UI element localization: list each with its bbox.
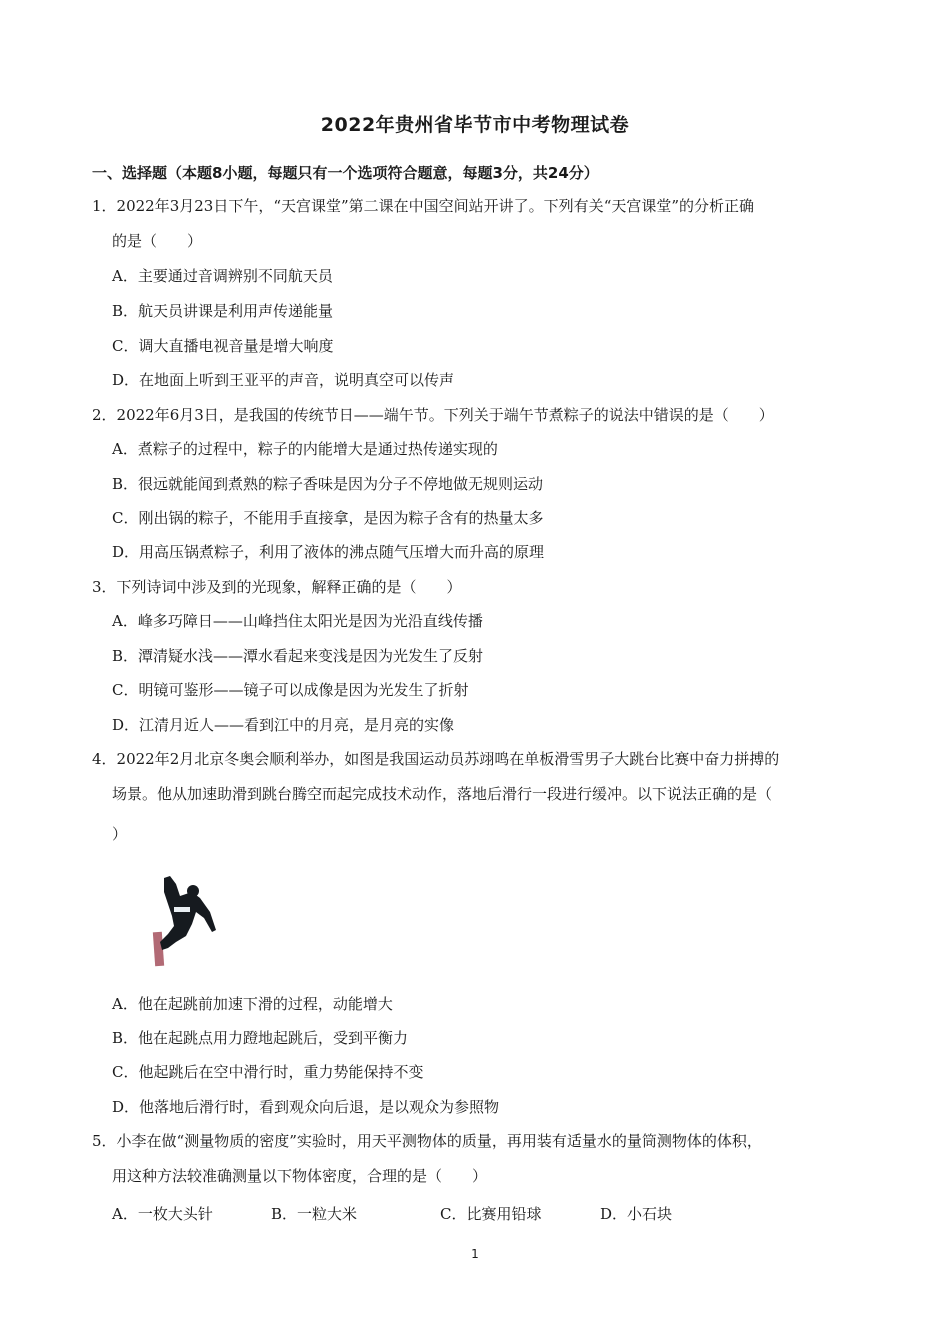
question-5-option-b: B．一粒大米: [271, 1205, 358, 1223]
question-1-text: 1．2022年3月23日下午，“天宫课堂”第二课在中国空间站开讲了。下列有关“天宫课堂”的分析正确: [92, 197, 755, 215]
question-3-option-b: B．潭清疑水浅——潭水看起来变浅是因为光发生了反射: [112, 647, 484, 665]
question-3-option-d: D．江清月近人——看到江中的月亮，是月亮的实像: [112, 716, 455, 734]
question-4-option-c: C．他起跳后在空中滑行时，重力势能保持不变: [112, 1063, 424, 1081]
question-1-text-continued: 的是（ ）: [112, 232, 203, 250]
question-4-option-d: D．他落地后滑行时，看到观众向后退，是以观众为参照物: [112, 1098, 500, 1116]
question-4-text-continued: 场景。他从加速助滑到跳台腾空而起完成技术动作，落地后滑行一段进行缓冲。以下说法正确的是（: [112, 785, 773, 803]
question-5-option-d: D．小石块: [600, 1205, 673, 1223]
athlete-silhouette: [160, 876, 216, 950]
question-3-option-a: A．峰多巧障日——山峰挡住太阳光是因为光沿直线传播: [112, 612, 483, 630]
question-5-option-a: A．一枚大头针: [112, 1205, 213, 1223]
question-4-text-closing: ）: [112, 825, 128, 843]
page-number: 1: [471, 1247, 479, 1261]
question-2-option-c: C．刚出锅的粽子，不能用手直接拿，是因为粽子含有的热量太多: [112, 509, 544, 527]
page-title: 2022年贵州省毕节市中考物理试卷: [320, 114, 630, 136]
question-2-option-b: B．很远就能闻到煮熟的粽子香味是因为分子不停地做无规则运动: [112, 475, 544, 493]
question-1-option-d: D．在地面上听到王亚平的声音，说明真空可以传声: [112, 371, 455, 389]
question-3-option-c: C．明镜可鉴形——镜子可以成像是因为光发生了折射: [112, 681, 469, 699]
question-4-text: 4．2022年2月北京冬奥会顺利举办，如图是我国运动员苏翊鸣在单板滑雪男子大跳台比赛中奋力拼搏的: [92, 750, 780, 768]
question-2-option-d: D．用高压锅煮粽子，利用了液体的沸点随气压增大而升高的原理: [112, 543, 545, 561]
question-2-text: 2．2022年6月3日，是我国的传统节日——端午节。下列关于端午节煮粽子的说法中错误的是（ ）: [92, 406, 774, 424]
question-4-option-b: B．他在起跳点用力蹬地起跳后，受到平衡力: [112, 1029, 409, 1047]
question-2-option-a: A．煮粽子的过程中，粽子的内能增大是通过热传递实现的: [112, 440, 498, 458]
section-heading: 一、选择题（本题8小题，每题只有一个选项符合题意，每题3分，共24分）: [92, 164, 599, 182]
question-1-option-a: A．主要通过音调辨别不同航天员: [112, 267, 333, 285]
bib-stripe: [174, 907, 190, 912]
question-5-text: 5．小李在做“测量物质的密度”实验时，用天平测物体的质量，再用装有适量水的量筒测物体的体积，: [92, 1132, 762, 1150]
question-1-option-b: B．航天员讲课是利用声传递能量: [112, 302, 334, 320]
question-5-text-continued: 用这种方法较准确测量以下物体密度，合理的是（ ）: [112, 1167, 488, 1185]
question-1-option-c: C．调大直播电视音量是增大响度: [112, 337, 334, 355]
athlete-head: [187, 885, 199, 897]
snowboarder-figure: [150, 872, 222, 970]
question-3-text: 3．下列诗词中涉及到的光现象，解释正确的是（ ）: [92, 578, 462, 596]
question-4-option-a: A．他在起跳前加速下滑的过程，动能增大: [112, 995, 393, 1013]
question-5-option-c: C．比赛用铅球: [440, 1205, 542, 1223]
